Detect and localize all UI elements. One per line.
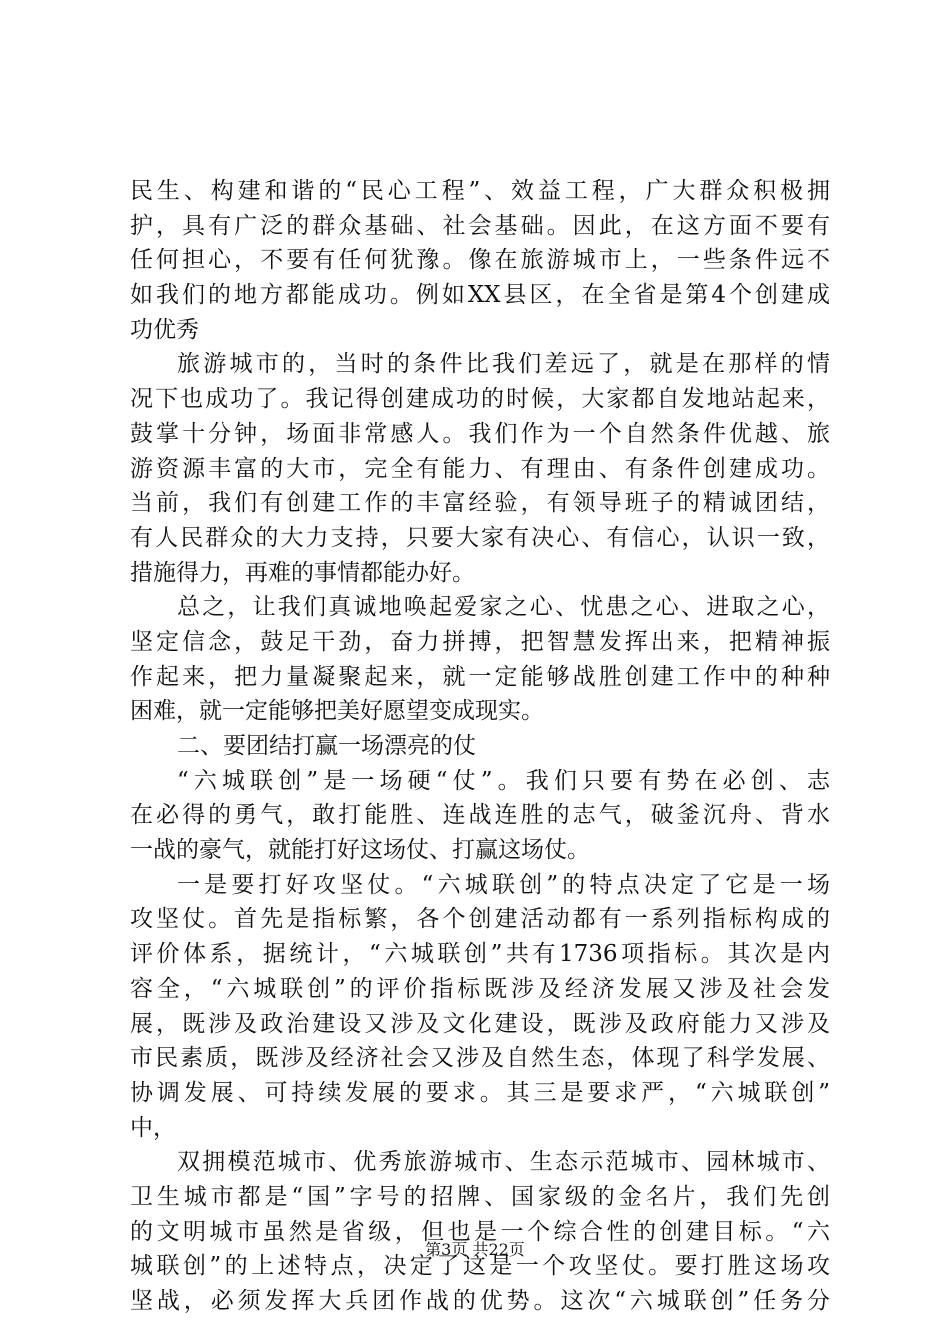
- text-line: 容全，“六城联创”的评价指标既涉及经济发展又涉及社会发: [130, 975, 830, 1002]
- text-line: 民生、构建和谐的“民心工程”、效益工程，广大群众积极拥: [130, 178, 830, 204]
- text-line: 功优秀: [130, 316, 199, 343]
- text-line: 况下也成功了。我记得创建成功的时候，大家都自发地站起来，: [130, 386, 830, 413]
- text-line: 评价体系，据统计，“六城联创”共有1736项指标。其次是内: [130, 941, 830, 968]
- text-line: 总之，让我们真诚地唤起爱家之心、忧患之心、进取之心，: [177, 594, 830, 621]
- text-line: 作起来，把力量凝聚起来，就一定能够战胜创建工作中的种种: [130, 663, 830, 690]
- text-line: 二、要团结打赢一场漂亮的仗: [177, 733, 476, 759]
- text-line: 一是要打好攻坚仗。“六城联创”的特点决定了它是一场: [177, 871, 830, 898]
- text-line: “六城联创”是一场硬“仗”。我们只要有势在必创、志: [177, 767, 830, 794]
- text-line: 的文明城市虽然是省级，但也是一个综合性的创建目标。“六: [130, 1218, 830, 1245]
- text-line: 坚定信念，鼓足干劲，奋力拼搏，把智慧发挥出来，把精神振: [130, 628, 830, 655]
- text-line: 游资源丰富的大市，完全有能力、有理由、有条件创建成功。: [130, 455, 830, 482]
- text-line: 一战的豪气，就能打好这场仗、打赢这场仗。: [130, 837, 590, 864]
- text-line: 有人民群众的大力支持，只要大家有决心、有信心，认识一致，: [130, 524, 830, 551]
- text-line: 展，既涉及政治建设又涉及文化建设，既涉及政府能力又涉及: [130, 1010, 830, 1037]
- text-line: 旅游城市的，当时的条件比我们差远了，就是在那样的情: [177, 351, 830, 378]
- text-line: 城联创”的上述特点，决定了这是一个攻坚仗。要打胜这场攻: [130, 1253, 830, 1280]
- text-line: 护，具有广泛的群众基础、社会基础。因此，在这方面不要有: [130, 212, 830, 239]
- text-line: 鼓掌十分钟，场面非常感人。我们作为一个自然条件优越、旅: [130, 420, 830, 447]
- text-line: 当前，我们有创建工作的丰富经验，有领导班子的精诚团结，: [130, 490, 830, 517]
- text-line: 措施得力，再难的事情都能办好。: [130, 559, 475, 586]
- text-line: 坚战，必须发挥大兵团作战的优势。这次“六城联创”任务分: [130, 1288, 830, 1314]
- text-line: 卫生城市都是“国”字号的招牌、国家级的金名片，我们先创: [130, 1183, 830, 1210]
- text-line: 双拥模范城市、优秀旅游城市、生态示范城市、园林城市、: [177, 1149, 830, 1176]
- text-line: 困难，就一定能够把美好愿望变成现实。: [130, 698, 544, 725]
- text-line: 在必得的勇气，敢打能胜、连战连胜的志气，破釜沉舟、背水: [130, 802, 830, 829]
- text-line: 攻坚仗。首先是指标繁，各个创建活动都有一系列指标构成的: [130, 906, 830, 933]
- text-line: 协调发展、可持续发展的要求。其三是要求严，“六城联创”: [130, 1079, 830, 1106]
- text-line: 市民素质，既涉及经济社会又涉及自然生态，体现了科学发展、: [130, 1045, 830, 1072]
- page-footer: 第3页 共22页: [425, 1240, 525, 1259]
- body-text: [130, 174, 830, 1319]
- text-line: 中，: [130, 1114, 176, 1141]
- text-line: 如我们的地方都能成功。例如XX县区，在全省是第4个创建成: [130, 282, 830, 309]
- text-line: 任何担心，不要有任何犹豫。像在旅游城市上，一些条件远不: [130, 247, 830, 274]
